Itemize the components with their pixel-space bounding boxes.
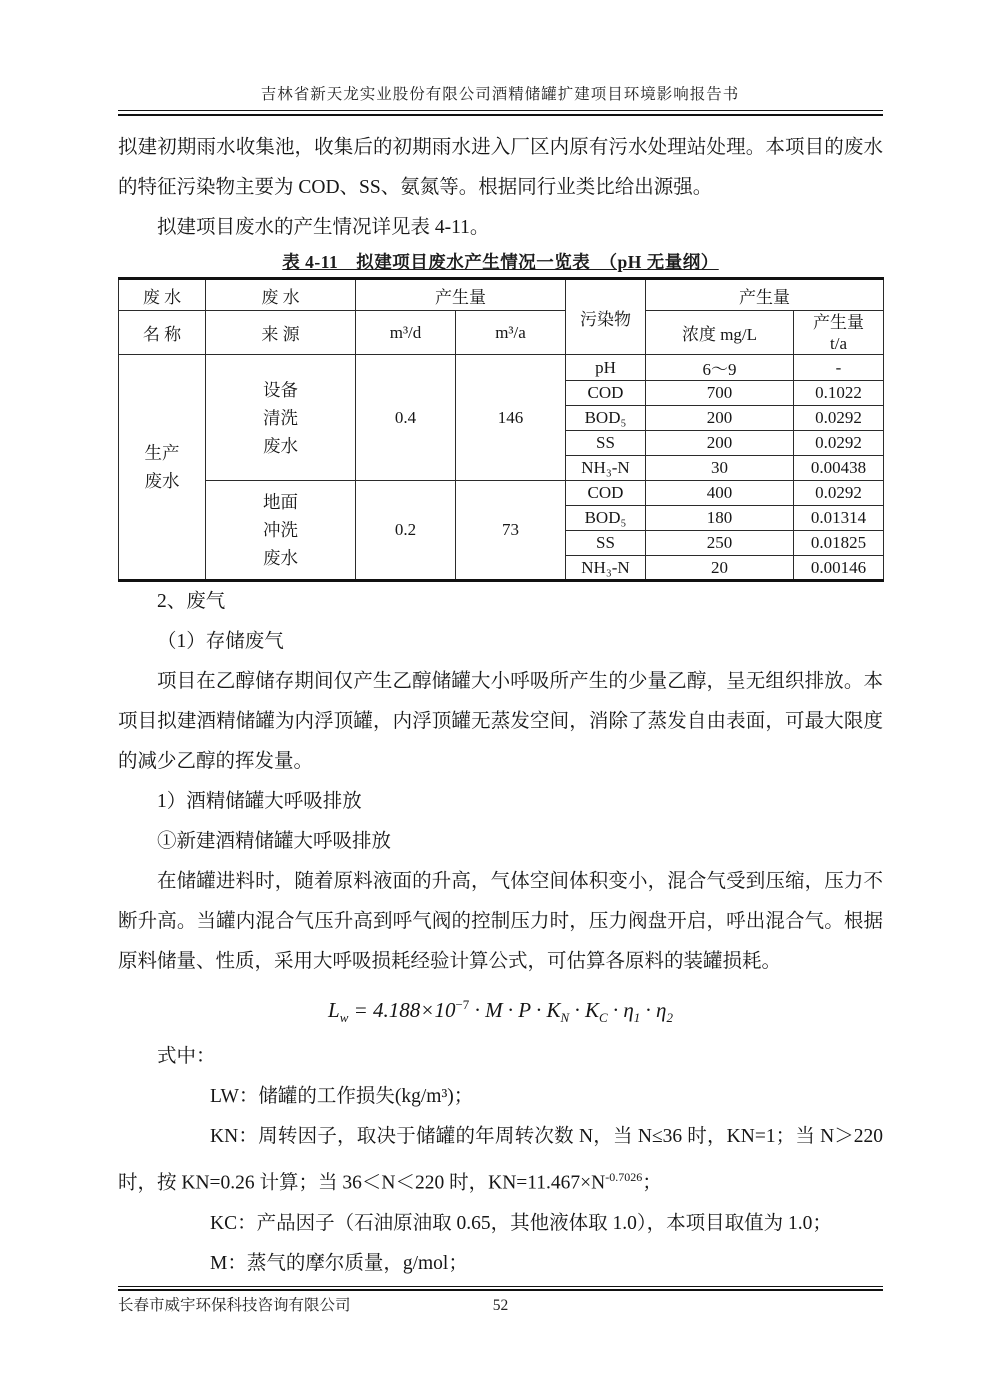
cell-category-production-wastewater: 生产 废水: [119, 355, 206, 581]
cell-pollutant: COD: [566, 381, 646, 406]
formula-where-label: 式中：: [157, 1046, 216, 1068]
header-cell-unit-year: m³/a: [456, 311, 566, 355]
definition-m: M：蒸气的摩尔质量，g/mol；: [210, 1252, 468, 1274]
cell-concentration: 180: [646, 506, 794, 531]
cell-concentration: 200: [646, 431, 794, 456]
header-cell-unit-day: m³/d: [356, 311, 456, 355]
cell-m3a: 73: [456, 481, 566, 581]
page-header: [0, 0, 1000, 116]
section-heading-big-breath: 1）酒精储罐大呼吸排放: [157, 791, 362, 812]
cell-amount: 0.00146: [794, 556, 884, 581]
page-footer: [118, 1286, 883, 1317]
wastewater-table: [118, 277, 884, 582]
cell-concentration: 700: [646, 381, 794, 406]
cell-concentration: 6～9: [646, 355, 794, 381]
cell-amount: 0.1022: [794, 381, 884, 406]
breathing-loss-formula: $L_w = 4.188\times 10^{-7} \cdot M \cdot P \cdot K_N \cdot K_C \cdot \eta_1 \cdot \eta_2$: [328, 997, 673, 1026]
table-caption: [118, 249, 883, 277]
header-cell-amount: 产生量 t/a: [794, 311, 884, 355]
cell-amount: 0.0292: [794, 481, 884, 506]
section-heading-storage-gas: （1）存储废气: [157, 631, 284, 652]
cell-amount: -: [794, 355, 884, 381]
paragraph-rainwater: 拟建初期雨水收集池，收集后的初期雨水进入厂区内原有污水处理站处理。本项目的废水的特征污染物主要为 COD、SS、氨氮等。根据同行业类比给出源强。: [118, 137, 883, 198]
paragraph-filling: 在储罐进料时，随着原料液面的升高，气体空间体积变小，混合气受到压缩，压力不断升高。当罐内混合气压升高到呼气阀的控制压力时，压力阀盘开启，呼出混合气。根据原料储量、性质，采用大呼吸损耗经验计算公式，可估算各原料的装罐损耗。: [118, 871, 883, 972]
cell-concentration: 400: [646, 481, 794, 506]
page-number: 52: [492, 1297, 509, 1314]
cell-concentration: 200: [646, 406, 794, 431]
header-cell-wastewater-1: 废 水: [119, 279, 206, 311]
footer-rule: [118, 1286, 883, 1291]
cell-pollutant: NH₃-N: [566, 556, 646, 581]
header-title: 吉林省新天龙实业股份有限公司酒精储罐扩建项目环境影响报告书: [260, 86, 740, 103]
header-cell-pollutant: 污染物: [566, 279, 646, 355]
header-cell-wastewater-2: 废 水: [206, 279, 356, 311]
header-cell-source: 来 源: [206, 311, 356, 355]
cell-source-floor-flushing: 地面 冲洗 废水: [206, 481, 356, 581]
table-row: [119, 481, 884, 506]
cell-concentration: 20: [646, 556, 794, 581]
cell-amount: 0.01825: [794, 531, 884, 556]
footer-company: 长春市威宇环保科技咨询有限公司: [118, 1297, 351, 1314]
cell-m3d: 0.2: [356, 481, 456, 581]
section-heading-gas: 2、废气: [157, 591, 226, 612]
definition-kn: KN：周转因子，取决于储罐的年周转次数 N，当 N≤36 时，KN=1；当 N＞220 时，按 KN=0.26 计算；当 36＜N＜220 时，$KN=11.467\times N^{-0.7026}$；: [118, 1126, 883, 1194]
document-body: [118, 128, 883, 1284]
table-row: [119, 355, 884, 381]
cell-m3d: 0.4: [356, 355, 456, 481]
paragraph-table-ref: 拟建项目废水的产生情况详见表 4-11。: [157, 217, 490, 238]
cell-pollutant: BOD₅: [566, 506, 646, 531]
cell-concentration: 30: [646, 456, 794, 481]
cell-amount: 0.01314: [794, 506, 884, 531]
table-caption-text: 表 4-11 拟建项目废水产生情况一览表 （pH 无量纲）: [282, 252, 719, 272]
cell-source-equipment-washing: 设备 清洗 废水: [206, 355, 356, 481]
header-cell-quantity-group-2: 产生量: [646, 279, 884, 311]
cell-pollutant: SS: [566, 431, 646, 456]
cell-pollutant: BOD₅: [566, 406, 646, 431]
cell-amount: 0.0292: [794, 406, 884, 431]
section-heading-new-tank: ①新建酒精储罐大呼吸排放: [157, 831, 392, 852]
table-header-row-1: [119, 279, 884, 311]
header-cell-quantity-group: 产生量: [356, 279, 566, 311]
cell-m3a: 146: [456, 355, 566, 481]
definition-kc: KC：产品因子（石油原油取 0.65，其他液体取 1.0），本项目取值为 1.0；: [210, 1212, 832, 1234]
cell-pollutant: pH: [566, 355, 646, 381]
definition-lw: LW：储罐的工作损失(kg/m³)；: [210, 1086, 474, 1108]
header-cell-name: 名 称: [119, 311, 206, 355]
cell-amount: 0.0292: [794, 431, 884, 456]
table-header-row-2: [119, 311, 884, 355]
paragraph-storage: 项目在乙醇储存期间仅产生乙醇储罐大小呼吸所产生的少量乙醇，呈无组织排放。本项目拟建酒精储罐为内浮顶罐，内浮顶罐无蒸发空间，消除了蒸发自由表面，可最大限度的减少乙醇的挥发量。: [118, 671, 883, 772]
header-cell-concentration: 浓度 mg/L: [646, 311, 794, 355]
cell-pollutant: SS: [566, 531, 646, 556]
cell-amount: 0.00438: [794, 456, 884, 481]
cell-pollutant: NH₃-N: [566, 456, 646, 481]
footer-row: [118, 1295, 883, 1317]
header-rule: [118, 110, 883, 116]
cell-pollutant: COD: [566, 481, 646, 506]
cell-concentration: 250: [646, 531, 794, 556]
